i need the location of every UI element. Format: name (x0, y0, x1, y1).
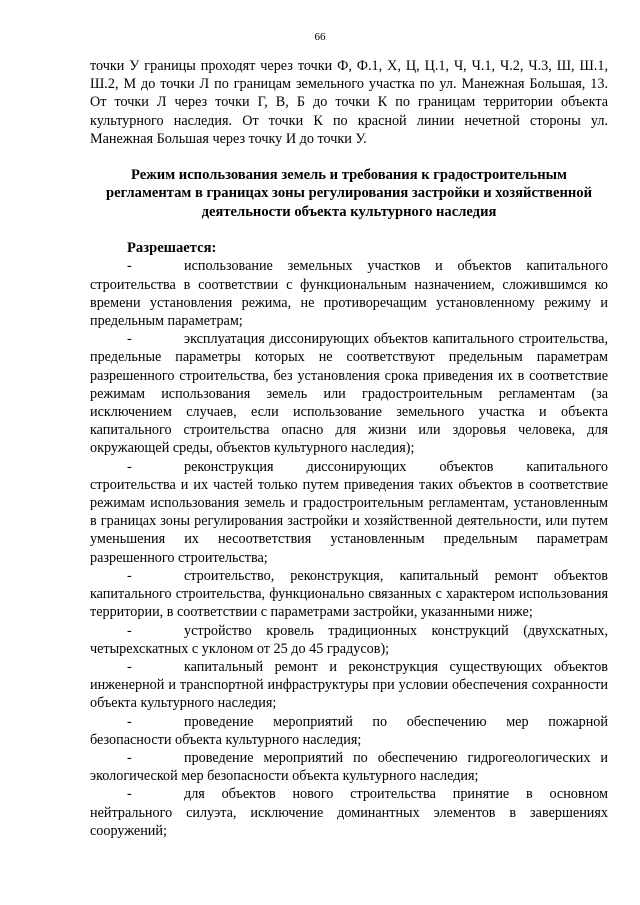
allowed-heading: Разрешается: (127, 240, 217, 257)
list-marker: - (127, 567, 132, 584)
list-item (90, 658, 608, 713)
intro-paragraph: точки У границы проходят через точки Ф, Ф.1, Х, Ц, Ц.1, Ч, Ч.1, Ч.2, Ч.3, Ш, Ш.1, Ш.2, М до точки Л по границам земельного участка по ул. Манежная Большая, 13. От точки Л через точки Г, В, Б до точки К по границам территории объекта культурного наследия. От точки К по красной линии нечетной стороны ул. Манежная Большая через точку И до точки У. (90, 58, 608, 147)
list-marker: - (127, 658, 132, 675)
list-item-text: устройство кровель традиционных конструкций (двухскатных, четырехскатных с уклоном от 25 до 45 градусов); (90, 622, 608, 657)
list-item-text: для объектов нового строительства принятие в основном нейтрального силуэта, исключение доминантных элементов в завершениях сооружений; (90, 786, 608, 839)
list-item (90, 713, 608, 749)
list-marker: - (127, 786, 132, 803)
list-item-text: использование земельных участков и объектов капитального строительства в соответствии с функциональным назначением, сложившимся ко времени установления режима, не противоречащим установленному режиму и предельным параметрам; (90, 258, 608, 330)
list-marker: - (127, 331, 132, 348)
list-item (90, 785, 608, 840)
list-marker: - (127, 258, 132, 275)
list-item (90, 330, 608, 457)
list-item-text: капитальный ремонт и реконструкция существующих объектов инженерной и транспортной инфраструктуры при условии обеспечения сохранности объекта культурного наследия; (90, 658, 608, 712)
section-heading: Режим использования земель и требования к градостроительным регламентам в границах зоны регулирования застройки и хозяйственной деятельности объекта культурного наследия (106, 167, 592, 220)
list-item (90, 257, 608, 330)
list-marker: - (127, 713, 132, 730)
list-item (90, 749, 608, 785)
list-item-text: проведение мероприятий по обеспечению гидрогеологических и экологической мер безопасности объекта культурного наследия; (90, 749, 608, 785)
list-marker: - (127, 458, 132, 475)
list-item-text: эксплуатация диссонирующих объектов капитального строительства, предельные параметры которых не соответствуют предельным параметрам разрешенного строительства, без установления срока приведения их в соответствие режимам использования земель или градостроительным регламентам (за исключением случаев, если использование земельного участка и объекта капитального строительства опасно для жизни или здоровья человека, для окружающей среды, объектов культурного наследия); (90, 331, 608, 457)
list-marker: - (127, 749, 132, 766)
list-marker: - (127, 622, 132, 639)
list-item (90, 567, 608, 622)
document-body (90, 57, 608, 840)
page-number: 66 (314, 31, 326, 43)
list-item (90, 622, 608, 658)
allowed-list (90, 257, 608, 840)
list-item-text: проведение мероприятий по обеспечению мер пожарной безопасности объекта культурного наследия; (90, 713, 608, 748)
list-item (90, 458, 608, 567)
list-item-text: строительство, реконструкция, капитальный ремонт объектов капитального строительства, функционально связанных с характером использования территории, в соответствии с параметрами застройки, указанными ниже; (90, 567, 608, 621)
list-item-text: реконструкция диссонирующих объектов капитального строительства и их частей только путем приведения таких объектов в соответствие режимам использования земель и градостроительным регламентам, установленным в границах зоны регулирования застройки и хозяйственной деятельности, или путем уменьшения их несоответствия установленным предельным параметрам разрешенного строительства; (90, 458, 608, 566)
